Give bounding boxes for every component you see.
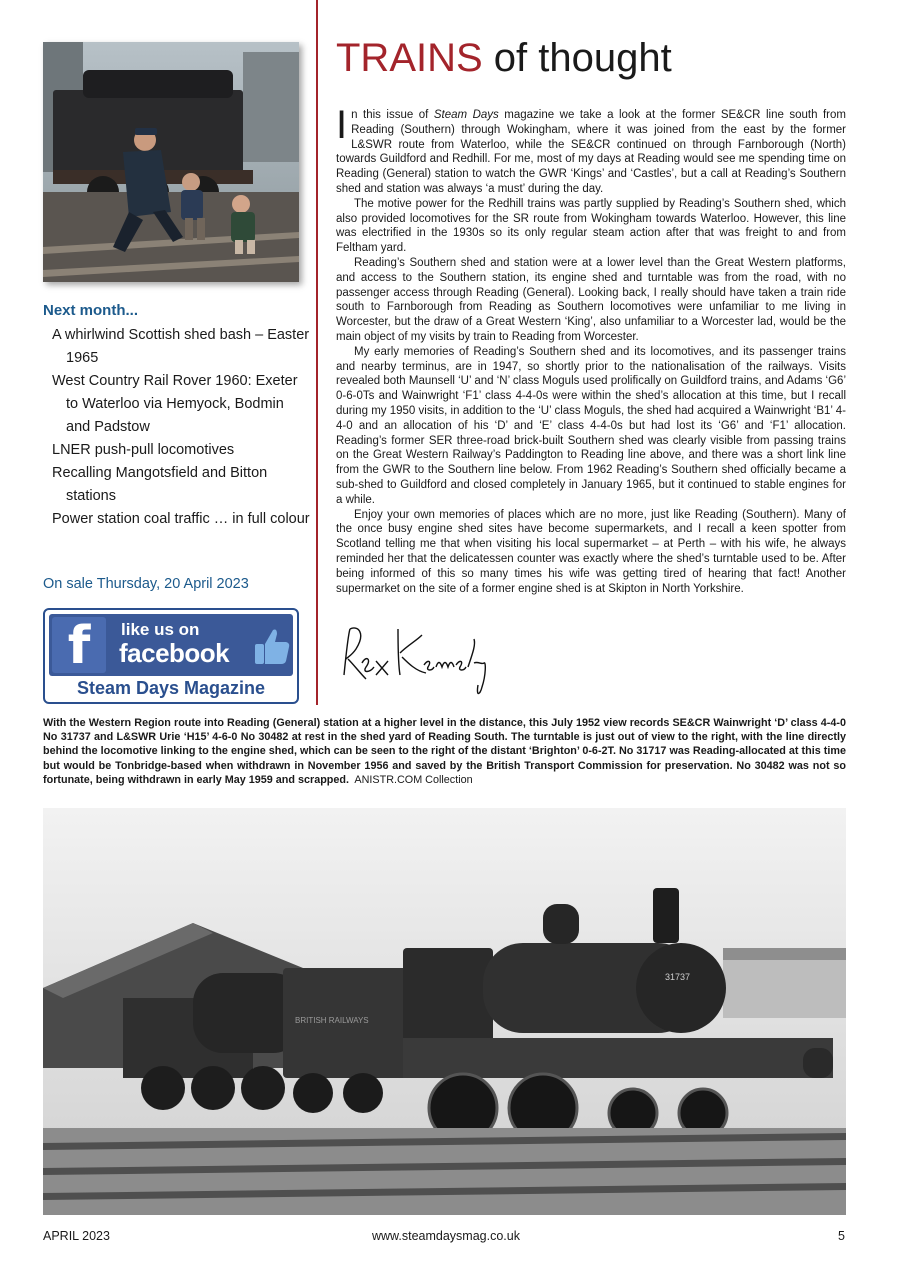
- tender-lettering: BRITISH RAILWAYS: [295, 1016, 369, 1025]
- title-rest: of thought: [482, 36, 672, 80]
- magazine-title-italic: Steam Days: [433, 109, 499, 121]
- article-paragraph: Reading’s Southern shed and station were at a lower level than the Great Western platforms, and access to the Southern station, its engine shed and turntable was from the road, with no passenger access through Reading (General). Looking back, I really should have taken a train ride south to Farnborough from Reading as Southern locomotives were unfamiliar to me living in Worcester, but the draw of a Great Western ‘King’, also unfamiliar to a Worcester lad, would be the main object of my visits by train to Reading from Worcester.: [336, 256, 846, 343]
- article-paragraph: My early memories of Reading’s Southern shed and its locomotives, and its passenger trains and nearby terminus, are in 1947, so shortly prior to the nationalisation of the railways. Visits revealed both Maunsell ‘U’ and ‘N’ class Moguls used prolifically on Guildford trains, and Adams ‘G6’ 0-6-0Ts and Wainwright ‘F1’ class 4-4-0s were within the shed’s allocation at this time, but I recall during my 1950 visits, in addition to the ‘U’ class Moguls, the shed had acquired a Wainwright ‘B1’ 4-4-0 and an allocation of his ‘D’ and ‘E’ class 4-4-0s but had lost its ‘G6’ and ‘F1’ allocation. Reading’s former SER three-road brick-built Southern shed was clearly visible from passing trains on the Great Western Railway’s Paddington to Reading line above, and there was a short link line from the GWR to the Southern line below. From 1962 Reading’s Southern shed officially became a sub-shed to Guildford and closed completely in January 1965, but it continued to stable engines for a while.: [336, 345, 846, 506]
- article-paragraph: Enjoy your own memories of places which are no more, just like Reading (Southern). Many of the once busy engine shed sites have become supermarkets, and I recall a keen spotter from Scotland telling me that when visiting his local supermarket – at Perth – with his wife, he always reminded her that the delicatessen counter was exactly where the shed’s turntable used to be. After being informed of this so many times his wife was getting tired of hearing that fact! Another supermarket on the site of a former engine shed is at Skipton in North Yorkshire.: [336, 508, 846, 595]
- footer-issue: APRIL 2023: [43, 1229, 110, 1243]
- article-body: [336, 103, 846, 596]
- photo-locomotives-reading-south: [43, 808, 846, 1215]
- photo-credit: ANISTR.COM Collection: [354, 773, 473, 786]
- photo-locomotives-illustration: [43, 808, 846, 1215]
- list-item: West Country Rail Rover 1960: Exeter to Waterloo via Hemyock, Bodmin and Padstow: [52, 373, 298, 435]
- photo-spotters-with-tender: [43, 42, 299, 282]
- drop-cap: I: [336, 103, 348, 147]
- title-trains: TRAINS: [336, 36, 483, 80]
- signature-icon: [336, 615, 496, 700]
- facebook-wordmark: facebook: [119, 638, 230, 668]
- list-item: A whirlwind Scottish shed bash – Easter 1965: [52, 327, 310, 366]
- next-month-list: [52, 324, 312, 531]
- column-divider: [316, 0, 318, 705]
- list-item: LNER push-pull locomotives: [52, 442, 235, 458]
- paragraph-text: n this issue of: [351, 109, 434, 121]
- thumbs-up-icon: [253, 626, 291, 666]
- caption-text: With the Western Region route into Reading (General) station at a higher level in the distance, this July 1952 view records SE&CR Wainwright ‘D’ class 4-4-0 No 31737 and L&SWR Urie ‘H15’ 4-6-0 No 30482 at rest in the shed yard of Reading South. The turntable is just out of view to the right, with the line directly behind the locomotive linking to the engine shed, which can be seen to the right of the distant ‘Brighton’ 0-6-2T. No 31717 was Reading-allocated at this time but would be Tonbridge-based when withdrawn in November 1956 and saved by the British Transport Commission for preservation. No 30482 was not so fortunate, being withdrawn in early May 1959 and scrapped.: [43, 717, 846, 786]
- editor-signature: [336, 615, 496, 705]
- page-number: 5: [838, 1229, 845, 1243]
- smokebox-number: 31737: [665, 972, 691, 982]
- photo-spotters-illustration: [43, 42, 299, 282]
- article-paragraph: The motive power for the Redhill trains was partly supplied by Reading’s Southern shed, which also provided locomotives for the SR route from Wokingham towards Waterloo. However, this line was electrified in the 1930s so its only regular steam action after that was freight to and from Feltham yard.: [336, 197, 846, 255]
- paragraph-text: magazine we take a look at the former SE&CR line south from Reading (Southern) through Wokingham, where it was joined from the east by the former L&SWR route from Waterloo, while the SE&CR continued on through Farnborough (North) towards Guildford and Redhill. For me, most of my days at Reading would see me spending time on Reading (General) station to watch the GWR ‘Kings’ and ‘Castles’, but a call at Reading’s Southern shed and station was always ‘a must’ during the day.: [336, 109, 846, 195]
- photo-caption: [43, 716, 846, 787]
- on-sale-date: On sale Thursday, 20 April 2023: [43, 576, 249, 592]
- list-item: Power station coal traffic … in full colour: [52, 511, 310, 527]
- facebook-logo-icon: f: [52, 617, 106, 673]
- facebook-badge[interactable]: [43, 608, 299, 704]
- facebook-like-text: like us on: [121, 620, 200, 639]
- footer-website[interactable]: www.steamdaysmag.co.uk: [372, 1229, 520, 1243]
- facebook-page-name: Steam Days Magazine: [76, 678, 266, 698]
- facebook-banner: [49, 614, 293, 676]
- list-item: Recalling Mangotsfield and Bitton stations: [52, 465, 268, 504]
- next-month-heading: Next month...: [43, 302, 139, 319]
- page-title: [336, 34, 672, 82]
- article-paragraph: [336, 103, 846, 197]
